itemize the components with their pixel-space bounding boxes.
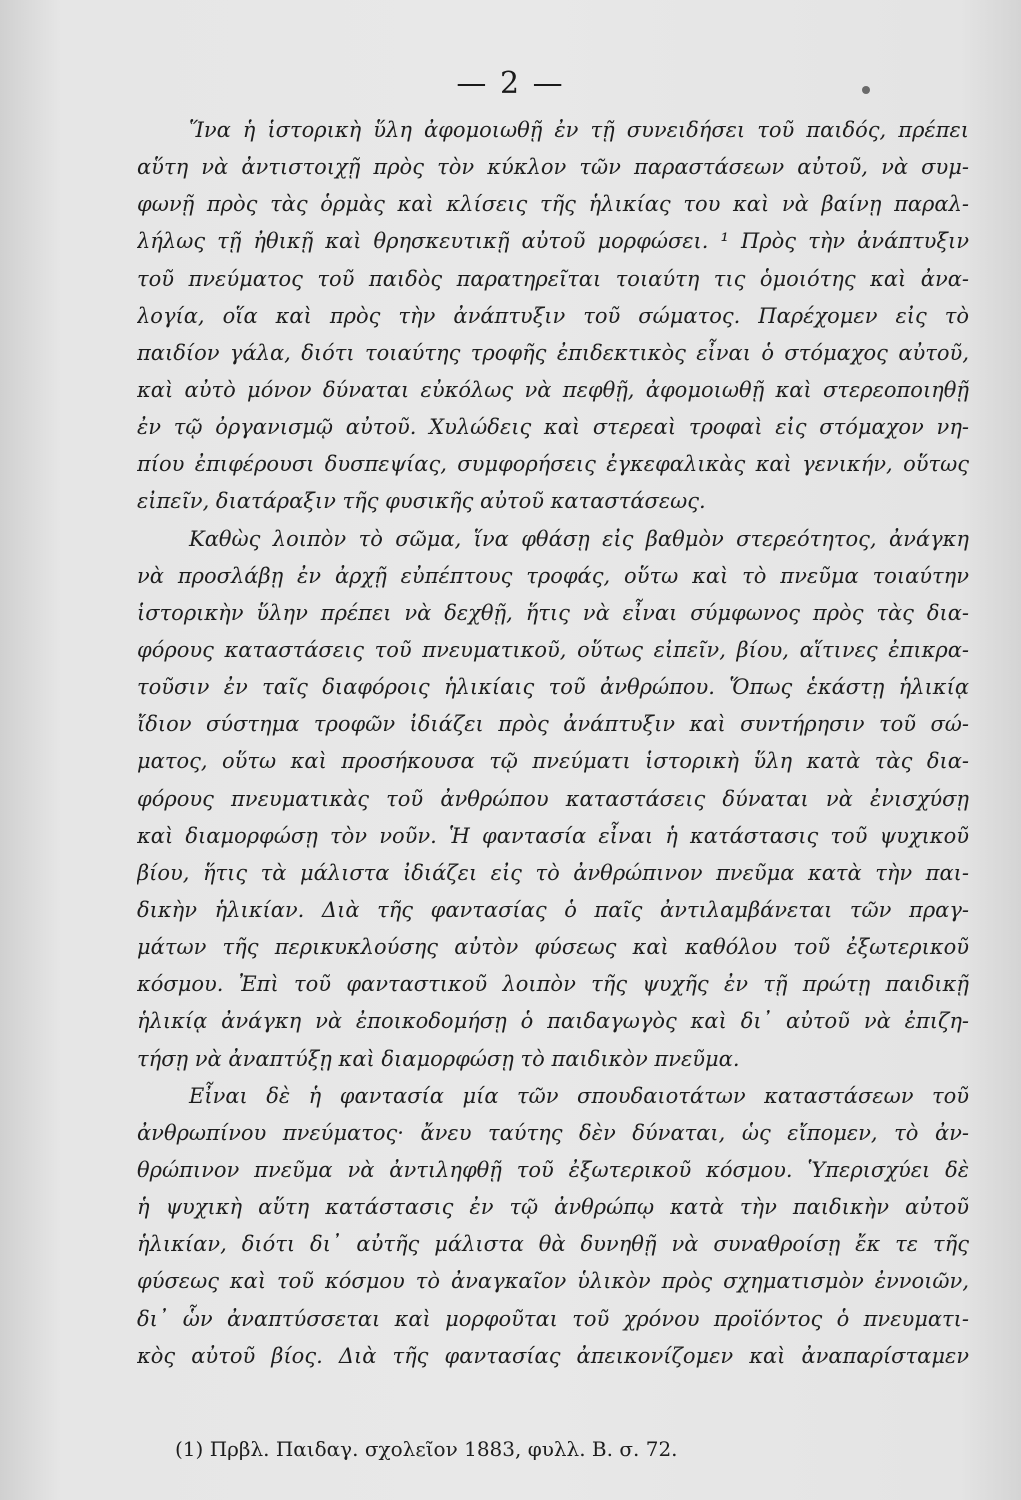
text-line: ματος, οὕτω καὶ προσήκουσα τῷ πνεύματι ἱστορικὴ ὕλη κατὰ τὰς δια- [137,749,969,774]
text-line: τήσῃ νὰ ἀναπτύξῃ καὶ διαμορφώσῃ τὸ παιδικὸν πνεῦμα. [137,1046,740,1071]
paragraph-3 [137,1078,969,1375]
text-line: φόρους πνευματικὰς τοῦ ἀνθρώπου καταστάσεις δύναται νὰ ἐνισχύσῃ [137,786,969,811]
text-line: ἴδιον σύστημα τροφῶν ἰδιάζει πρὸς ἀνάπτυξιν καὶ συντήρησιν τοῦ σώ- [137,712,969,737]
text-line: Ἵνα ἡ ἱστορικὴ ὕλη ἀφομοιωθῇ ἐν τῇ συνειδήσει τοῦ παιδός, πρέπει [189,118,969,142]
text-line: Καθὼς λοιπὸν τὸ σῶμα, ἵνα φθάσῃ εἰς βαθμὸν στερεότητος, ἀνάγκη [189,526,969,551]
text-line: μάτων τῆς περικυκλούσης αὐτὸν φύσεως καὶ καθόλου τοῦ ἐξωτερικοῦ [137,935,969,960]
paragraph-2 [137,521,969,1078]
body-text [137,112,969,1375]
text-line: νὰ προσλάβῃ ἐν ἀρχῇ εὐπέπτους τροφάς, οὕτω καὶ τὸ πνεῦμα τοιαύτην [137,563,969,588]
text-line: ἱστορικὴν ὕλην πρέπει νὰ δεχθῇ, ἥτις νὰ εἶναι σύμφωνος πρὸς τὰς δια- [137,600,969,625]
footnote: (1) Πρβλ. Παιδαγ. σχολεῖον 1883, φυλλ. Β. σ. 72. [175,1437,678,1461]
text-line: δι᾽ ὧν ἀναπτύσσεται καὶ μορφοῦται τοῦ χρόνου προϊόντος ὁ πνευματι- [137,1306,969,1331]
text-line: θρώπινον πνεῦμα νὰ ἀντιληφθῇ τοῦ ἐξωτερικοῦ κόσμου. Ὑπερισχύει δὲ [137,1157,969,1182]
text-line: φύσεως καὶ τοῦ κόσμου τὸ ἀναγκαῖον ὑλικὸν πρὸς σχηματισμὸν ἐννοιῶν, [137,1269,969,1294]
text-line: ἡλικίαν, διότι δι᾽ αὐτῆς μάλιστα θὰ δυνηθῇ νὰ συναθροίσῃ ἔκ τε τῆς [137,1232,969,1257]
text-line: καὶ αὐτὸ μόνον δύναται εὐκόλως νὰ πεφθῇ, ἀφομοιωθῇ καὶ στερεοποιηθῇ [137,377,969,402]
text-line: Εἶναι δὲ ἡ φαντασία μία τῶν σπουδαιοτάτων καταστάσεων τοῦ [189,1083,969,1108]
text-line: κὸς αὐτοῦ βίος. Διὰ τῆς φαντασίας ἀπεικονίζομεν καὶ ἀναπαρίσταμεν [137,1343,969,1368]
text-line: ἡλικίᾳ ἀνάγκη νὰ ἐποικοδομήσῃ ὁ παιδαγωγὸς καὶ δι᾽ αὐτοῦ νὰ ἐπιζη- [137,1009,969,1034]
text-line: τοῦ πνεύματος τοῦ παιδὸς παρατηρεῖται τοιαύτη τις ὁμοιότης καὶ ἀνα- [137,266,969,291]
text-line: κόσμου. Ἐπὶ τοῦ φανταστικοῦ λοιπὸν τῆς ψυχῆς ἐν τῇ πρώτῃ παιδικῇ [137,972,969,997]
text-line: φόρους καταστάσεις τοῦ πνευματικοῦ, οὕτως εἰπεῖν, βίου, αἵτινες ἐπικρα- [137,637,969,662]
text-line: ἀνθρωπίνου πνεύματος· ἄνευ ταύτης δὲν δύναται, ὡς εἴπομεν, τὸ ἀν- [137,1120,969,1145]
text-line: λογία, οἵα καὶ πρὸς τὴν ἀνάπτυξιν τοῦ σώματος. Παρέχομεν εἰς τὸ [137,303,969,328]
text-line: πίου ἐπιφέρουσι δυσπεψίας, συμφορήσεις ἐγκεφαλικὰς καὶ γενικήν, οὕτως [137,452,969,477]
text-line: βίου, ἥτις τὰ μάλιστα ἰδιάζει εἰς τὸ ἀνθρώπινον πνεῦμα κατὰ τὴν παι- [137,860,969,885]
text-line: καὶ διαμορφώσῃ τὸν νοῦν. Ἡ φαντασία εἶναι ἡ κατάστασις τοῦ ψυχικοῦ [137,823,969,848]
text-line: ἡ ψυχικὴ αὕτη κατάστασις ἐν τῷ ἀνθρώπῳ κατὰ τὴν παιδικὴν αὐτοῦ [137,1195,969,1220]
page-number: — 2 — [456,66,565,101]
text-line: δικὴν ἡλικίαν. Διὰ τῆς φαντασίας ὁ παῖς ἀντιλαμβάνεται τῶν πραγ- [137,897,969,922]
text-line: εἰπεῖν, διατάραξιν τῆς φυσικῆς αὐτοῦ καταστάσεως. [137,489,706,514]
text-line: ἐν τῷ ὀργανισμῷ αὐτοῦ. Χυλώδεις καὶ στερεαὶ τροφαὶ εἰς στόμαχον νη- [137,415,969,440]
text-line: λήλως τῇ ἠθικῇ καὶ θρησκευτικῇ αὐτοῦ μορφώσει. ¹ Πρὸς τὴν ἀνάπτυξιν [137,229,969,254]
text-line: παιδίον γάλα, διότι τοιαύτης τροφῆς ἐπιδεκτικὸς εἶναι ὁ στόμαχος αὐτοῦ, [137,340,969,365]
text-line: αὕτη νὰ ἀντιστοιχῇ πρὸς τὸν κύκλον τῶν παραστάσεων αὐτοῦ, νὰ συμ- [137,155,969,180]
paragraph-1 [137,112,969,521]
text-line: φωνῇ πρὸς τὰς ὁρμὰς καὶ κλίσεις τῆς ἡλικίας του καὶ νὰ βαίνῃ παραλ- [137,192,969,217]
text-line: τοῦσιν ἐν ταῖς διαφόροις ἡλικίαις τοῦ ἀνθρώπου. Ὅπως ἑκάστῃ ἡλικίᾳ [137,675,969,700]
